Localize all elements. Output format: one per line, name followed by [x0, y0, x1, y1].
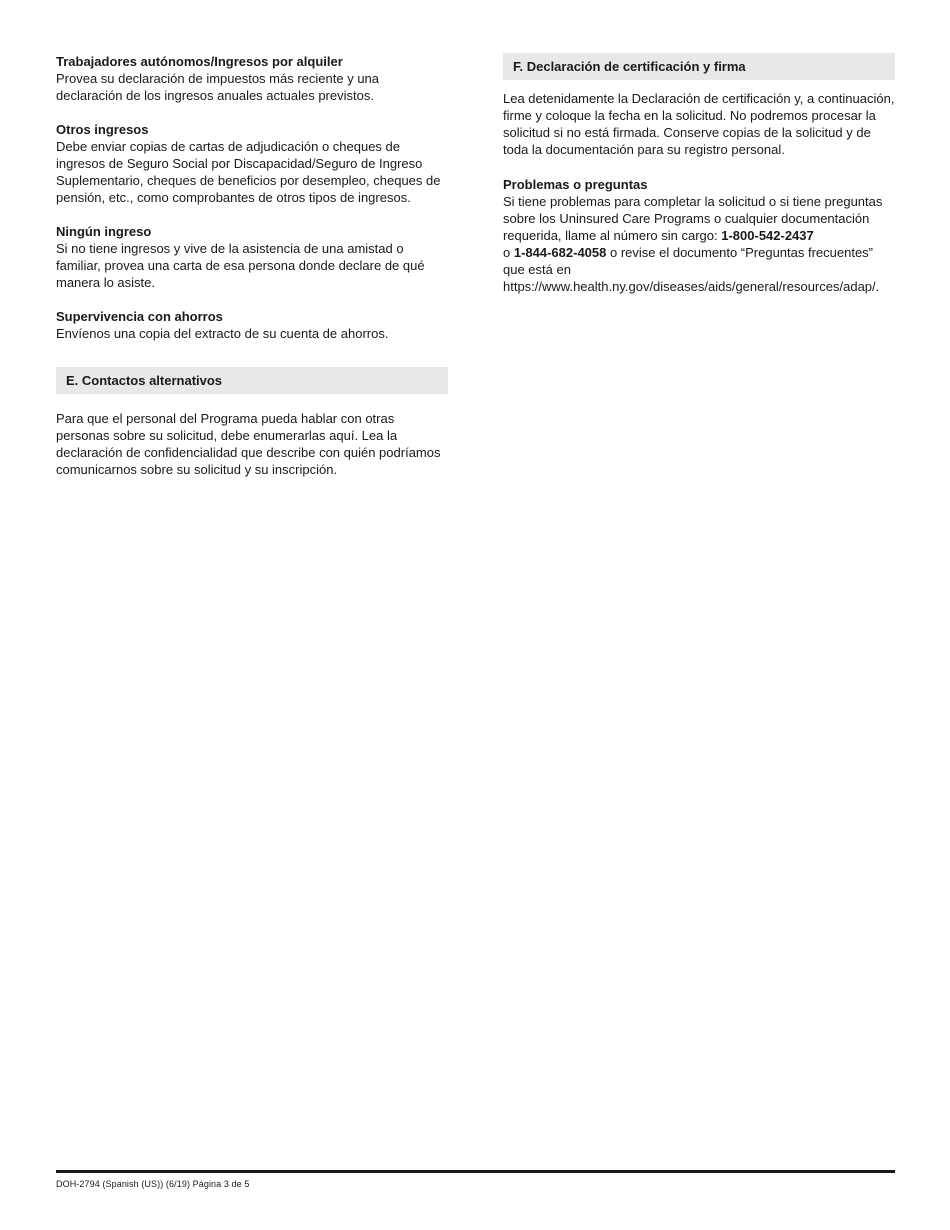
problems-text-before: Si tiene problemas para completar la solicitud o si tiene preguntas sobre los Uninsured Care Programs o cualquier documentación requerida, llame al número sin cargo:	[503, 194, 883, 243]
problems-text-after: o revise el documento “Preguntas frecuentes” que está en	[503, 245, 874, 277]
problems-text	[503, 193, 895, 295]
no-income-heading: Ningún ingreso	[56, 224, 152, 239]
section-e-title: E. Contactos alternativos	[56, 367, 448, 394]
phone-number-1: 1-800-542-2437	[721, 228, 814, 243]
problems-heading: Problemas o preguntas	[503, 177, 648, 192]
self-employed-heading: Trabajadores autónomos/Ingresos por alquiler	[56, 54, 343, 69]
savings-heading: Supervivencia con ahorros	[56, 309, 223, 324]
self-employed-block	[56, 53, 448, 104]
footer-rule	[56, 1170, 895, 1173]
section-e-text: Para que el personal del Programa pueda hablar con otras personas sobre su solicitud, debe enumerarlas aquí. Lea la declaración de confidencialidad que describe con quién podríamos comunicarnos sobre su solicitud y su inscripción.	[56, 411, 441, 477]
section-f-title: F. Declaración de certificación y firma	[503, 53, 895, 80]
other-income-block	[56, 121, 448, 206]
savings-block	[56, 308, 448, 342]
self-employed-text: Provea su declaración de impuestos más reciente y una declaración de los ingresos anuales actuales previstos.	[56, 71, 380, 103]
other-income-heading: Otros ingresos	[56, 122, 149, 137]
no-income-block	[56, 223, 448, 291]
problems-text-mid: o	[503, 245, 514, 260]
other-income-text: Debe enviar copias de cartas de adjudicación o cheques de ingresos de Seguro Social por Discapacidad/Seguro de Ingreso Suplementario, cheques de beneficios por desempleo, cheques de pensión, etc., como comprobantes de otros tipos de ingresos.	[56, 139, 441, 205]
savings-text: Envíenos una copia del extracto de su cuenta de ahorros.	[56, 326, 389, 341]
section-f-text: Lea detenidamente la Declaración de certificación y, a continuación, firme y coloque la fecha en la solicitud. No podremos procesar la solicitud si no está firmada. Conserve copias de la solicitud y de toda la documentación para su registro personal.	[503, 91, 895, 157]
problems-block	[503, 176, 895, 295]
faq-url: https://www.health.ny.gov/diseases/aids/general/resources/adap/.	[503, 279, 880, 294]
phone-number-2: 1-844-682-4058	[513, 245, 607, 260]
no-income-text: Si no tiene ingresos y vive de la asistencia de una amistad o familiar, provea una carta de esa persona donde declare de qué manera lo asiste.	[56, 241, 425, 290]
footer-form-id: DOH-2794 (Spanish (US)) (6/19) Página 3 de 5	[56, 1179, 250, 1189]
right-column	[503, 53, 895, 312]
left-column	[56, 53, 448, 478]
